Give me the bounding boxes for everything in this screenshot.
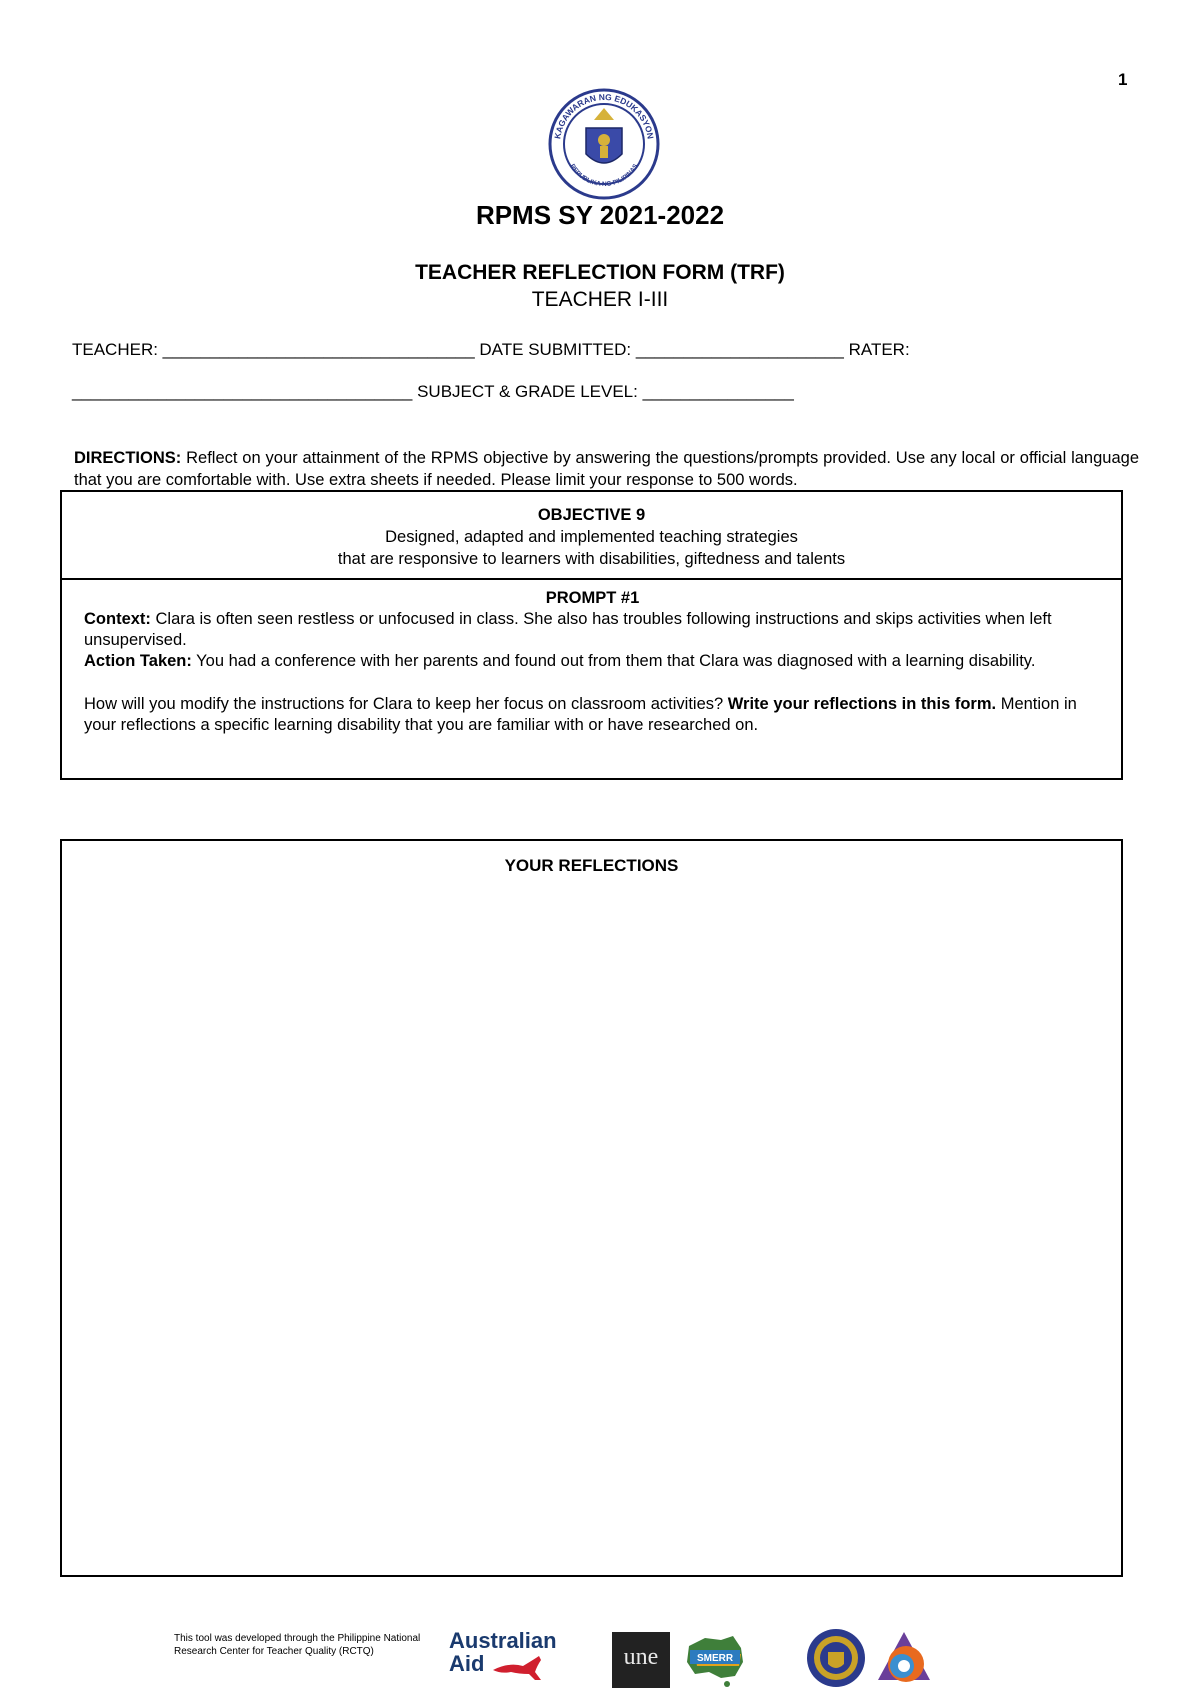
- form-subtitle: TEACHER I-III: [531, 288, 669, 311]
- seal-text-top: KAGAWARAN NG EDUKASYON: [552, 91, 656, 140]
- prompt-context: [84, 609, 1101, 651]
- context-label: Context:: [84, 610, 151, 628]
- context-text: Clara is often seen restless or unfocused in class. She also has troubles following instructions and skips activities when left unsupervised.: [84, 610, 1052, 649]
- australian-aid-logo: [449, 1630, 557, 1682]
- fields-line-1[interactable]: TEACHER: _________________________________ DATE SUBMITTED: ______________________ RATER:: [72, 340, 910, 359]
- australian-aid-text-2: Aid: [449, 1651, 485, 1677]
- directions: [74, 447, 1139, 491]
- directions-text: Reflect on your attainment of the RPMS objective by answering the questions/prompts provided. Use any local or official language that you are comfortable with. Use extra sheets if needed. Please limit your response to 500 words.: [74, 449, 1139, 489]
- action-label: Action Taken:: [84, 652, 192, 670]
- rctq-logo-icon: [872, 1628, 936, 1690]
- page-number: 1: [1118, 70, 1128, 89]
- prompt-section: [62, 580, 1121, 736]
- question-bold: Write your reflections in this form.: [727, 695, 997, 713]
- objective-box: [60, 490, 1123, 780]
- smerr-australia-icon: [681, 1632, 749, 1688]
- footer-note-line-2: Research Center for Teacher Quality (RCTQ): [174, 1646, 374, 1657]
- deped-seal-icon: [548, 88, 660, 200]
- reflections-box[interactable]: [60, 839, 1123, 1577]
- australian-aid-text-1: Australian: [449, 1628, 557, 1653]
- action-text: You had a conference with her parents and found out from them that Clara was diagnosed with a learning disability.: [191, 652, 1036, 670]
- footer-note: [174, 1632, 434, 1658]
- prompt-heading: PROMPT #1: [545, 589, 640, 607]
- prompt-action: [84, 651, 1101, 672]
- reflections-heading: YOUR REFLECTIONS: [504, 856, 679, 875]
- objective-heading: OBJECTIVE 9: [537, 506, 646, 524]
- question-tail: Mention in your reflections a specific learning disability that you are familiar with or have researched on.: [84, 695, 1077, 734]
- smerr-text: SMERR: [696, 1653, 734, 1664]
- kangaroo-icon: [489, 1652, 553, 1682]
- footer-note-line-1: This tool was developed through the Philippine National: [174, 1633, 421, 1644]
- fields-line-2[interactable]: ____________________________________ SUBJECT & GRADE LEVEL: ________________: [72, 382, 794, 401]
- form-title: TEACHER REFLECTION FORM (TRF): [415, 261, 785, 284]
- directions-label: DIRECTIONS:: [74, 449, 182, 467]
- une-logo-icon: une: [612, 1632, 670, 1688]
- page-title: RPMS SY 2021-2022: [475, 200, 725, 230]
- objective-line-1: Designed, adapted and implemented teaching strategies: [385, 528, 798, 546]
- objective-line-2: that are responsive to learners with disabilities, giftedness and talents: [337, 550, 846, 568]
- objective-header: [62, 492, 1121, 580]
- question-text: How will you modify the instructions for Clara to keep her focus on classroom activities?: [84, 695, 728, 713]
- seal-text-bottom: REPUBLIKA NG PILIPINAS: [568, 162, 640, 189]
- deped-seal-small-icon: [806, 1628, 866, 1688]
- prompt-question: [84, 694, 1101, 736]
